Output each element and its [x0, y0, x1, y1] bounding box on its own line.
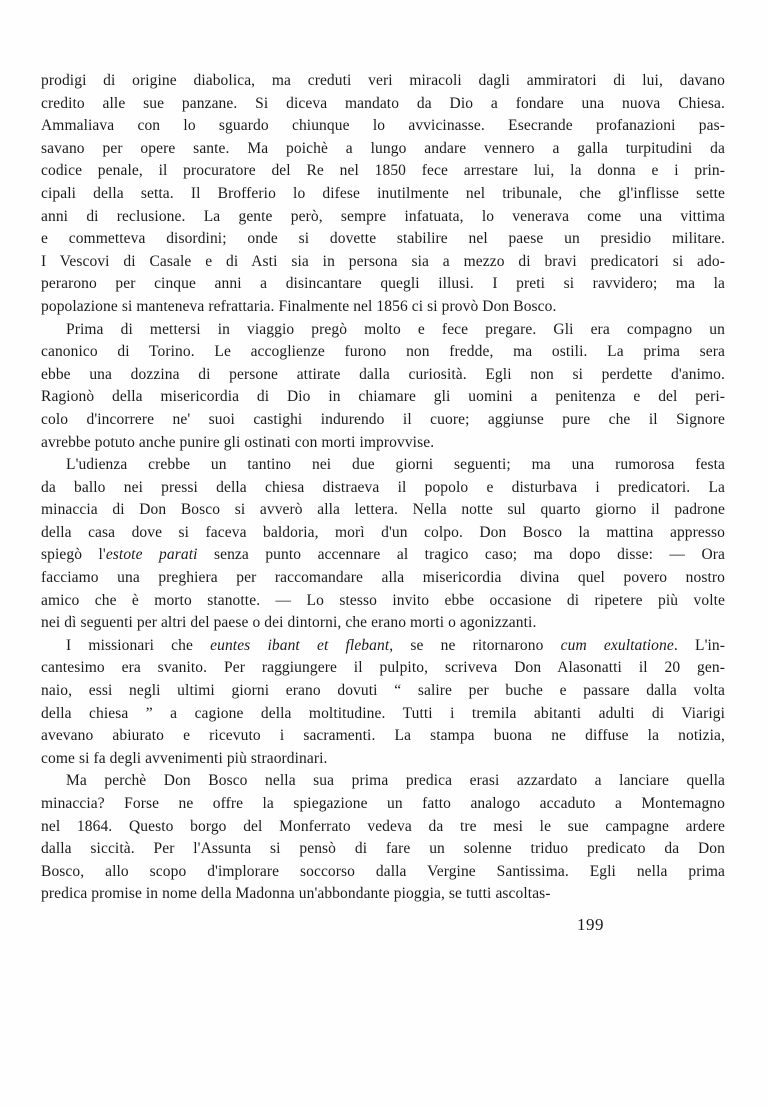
text-segment: spiegò l' — [41, 546, 106, 564]
text-segment: canonico di Torino. Le accoglienze furono non fredde, ma ostili. La prima sera — [41, 343, 725, 361]
text-line — [41, 183, 725, 206]
text-segment: credito alle sue panzane. Si diceva mandato da Dio a fondare una nuova Chiesa. — [41, 94, 725, 112]
text-line — [41, 748, 725, 771]
text-segment: nel 1864. Questo borgo del Monferrato vedeva da tre mesi le sue campagne ardere — [41, 817, 725, 835]
italic-text-segment: euntes ibant et flebant — [210, 636, 390, 654]
text-segment: I Vescovi di Casale e di Asti sia in persona sia a mezzo di bravi predicatori si ado- — [41, 252, 725, 270]
italic-text-segment: estote parati — [105, 546, 198, 564]
text-segment: popolazione si manteneva refrattaria. Finalmente nel 1856 ci si provò Don Bosco. — [41, 297, 557, 315]
text-segment: cantesimo era svanito. Per raggiungere il pulpito, scriveva Don Alasonatti il 20 gen- — [41, 659, 725, 677]
text-segment: predica promise in nome della Madonna un'abbondante pioggia, se tutti ascoltas- — [41, 885, 551, 903]
text-line — [41, 635, 725, 658]
text-segment: L'udienza crebbe un tantino nei due giorni seguenti; ma una rumorosa festa — [66, 456, 725, 474]
text-line — [41, 386, 725, 409]
text-line — [41, 657, 725, 680]
text-line — [41, 341, 725, 364]
text-line — [41, 115, 725, 138]
text-line — [41, 93, 725, 116]
text-segment: avrebbe potuto anche punire gli ostinati con morti improvvise. — [41, 433, 435, 451]
text-line — [41, 70, 725, 93]
italic-text-segment: cum exultatione — [560, 636, 674, 654]
text-segment: cipali della setta. Il Brofferio lo difese inutilmente nel tribunale, che gl'inflisse sette — [41, 184, 725, 202]
text-line — [41, 838, 725, 861]
text-line — [41, 544, 725, 567]
text-segment: Ammaliava con lo sguardo chiunque lo avvicinasse. Esecrande profanazioni pas- — [41, 117, 725, 135]
text-segment: senza punto accennare al tragico caso; ma dopo disse: — Ora — [197, 546, 725, 564]
text-segment: colo d'incorrere ne' suoi castighi indurendo il cuore; aggiunse pure che il Signore — [41, 410, 725, 428]
text-segment: e commetteva disordini; onde si dovette stabilire nel paese un presidio militare. — [41, 230, 725, 248]
text-segment: , se ne ritornarono — [389, 636, 561, 654]
text-line — [41, 725, 725, 748]
text-line — [41, 273, 725, 296]
text-segment: minaccia? Forse ne offre la spiegazione un fatto analogo accaduto a Montemagno — [41, 795, 725, 812]
text-segment: savano per opere sante. Ma poichè a lungo andare vennero a galla turpitudini da — [41, 139, 725, 157]
text-line — [41, 703, 725, 726]
text-segment: avevano abiurato e ricevuto i sacramenti. La stampa buona ne diffuse la notizia, — [41, 727, 725, 745]
text-segment: da ballo nei pressi della chiesa distraeva il popolo e disturbava i predicatori. La — [41, 478, 725, 496]
text-line — [41, 432, 725, 455]
text-line — [41, 793, 725, 816]
text-segment: nei dì seguenti per altri del paese o dei dintorni, che erano morti o agonizzanti. — [41, 614, 537, 632]
text-line — [41, 296, 725, 319]
text-segment: Ma perchè Don Bosco nella sua prima predica erasi azzardato a lanciare quella — [66, 772, 725, 790]
text-line — [41, 138, 725, 161]
text-segment: . L'in- — [673, 636, 725, 654]
text-line — [41, 251, 725, 274]
text-line — [41, 160, 725, 183]
text-line — [41, 319, 725, 342]
text-line — [41, 499, 725, 522]
text-line — [41, 522, 725, 545]
text-line — [41, 409, 725, 432]
text-line — [41, 228, 725, 251]
page-number: 199 — [577, 915, 604, 934]
text-line — [41, 206, 725, 229]
text-line — [41, 816, 725, 839]
text-segment: come si fa degli avvenimenti più straordinari. — [41, 749, 328, 767]
text-segment: Bosco, allo scopo d'implorare soccorso dalla Vergine Santissima. Egli nella prima — [41, 862, 725, 880]
text-segment: dalla siccità. Per l'Assunta si pensò di fare un solenne triduo predicato da Don — [41, 840, 725, 858]
text-line — [41, 454, 725, 477]
text-line — [41, 770, 725, 793]
text-line — [41, 477, 725, 500]
text-segment: facciamo una preghiera per raccomandare alla misericordia divina quel povero nostro — [41, 569, 725, 587]
text-segment: naio, essi negli ultimi giorni erano dovuti “ salire per buche e passare dalla volta — [41, 682, 725, 700]
text-block — [41, 70, 725, 906]
text-segment: I missionari che — [66, 636, 211, 654]
text-segment: prodigi di origine diabolica, ma creduti veri miracoli dagli ammiratori di lui, davano — [41, 72, 725, 89]
text-segment: codice penale, il procuratore del Re nel 1850 fece arrestare lui, la donna e i prin- — [41, 162, 725, 180]
text-segment: amico che è morto stanotte. — Lo stesso invito ebbe occasione di ripetere più volte — [41, 591, 725, 609]
text-line — [41, 612, 725, 635]
text-segment: della casa dove si faceva baldoria, morì d'un colpo. Don Bosco la mattina appresso — [41, 523, 725, 541]
text-segment: Prima di mettersi in viaggio pregò molto e fece pregare. Gli era compagno un — [66, 320, 725, 338]
text-segment: anni di reclusione. La gente però, sempre infatuata, lo venerava come una vittima — [41, 207, 725, 225]
text-line — [41, 883, 725, 906]
text-line — [41, 680, 725, 703]
text-segment: della chiesa ” a cagione della moltitudine. Tutti i tremila abitanti adulti di Viarigi — [41, 704, 725, 722]
text-segment: minaccia di Don Bosco si avverò alla lettera. Nella notte sul quarto giorno il padrone — [41, 501, 725, 519]
text-line — [41, 567, 725, 590]
text-segment: perarono per cinque anni a disincantare quegli illusi. I preti si ravvidero; ma la — [41, 275, 725, 293]
text-line — [41, 364, 725, 387]
text-segment: Ragionò della misericordia di Dio in chiamare gli uomini a penitenza e del peri- — [41, 388, 725, 406]
text-segment: ebbe una dozzina di persone attirate dalla curiosità. Egli non si perdette d'animo. — [41, 365, 725, 383]
text-line — [41, 590, 725, 613]
text-line — [41, 861, 725, 884]
